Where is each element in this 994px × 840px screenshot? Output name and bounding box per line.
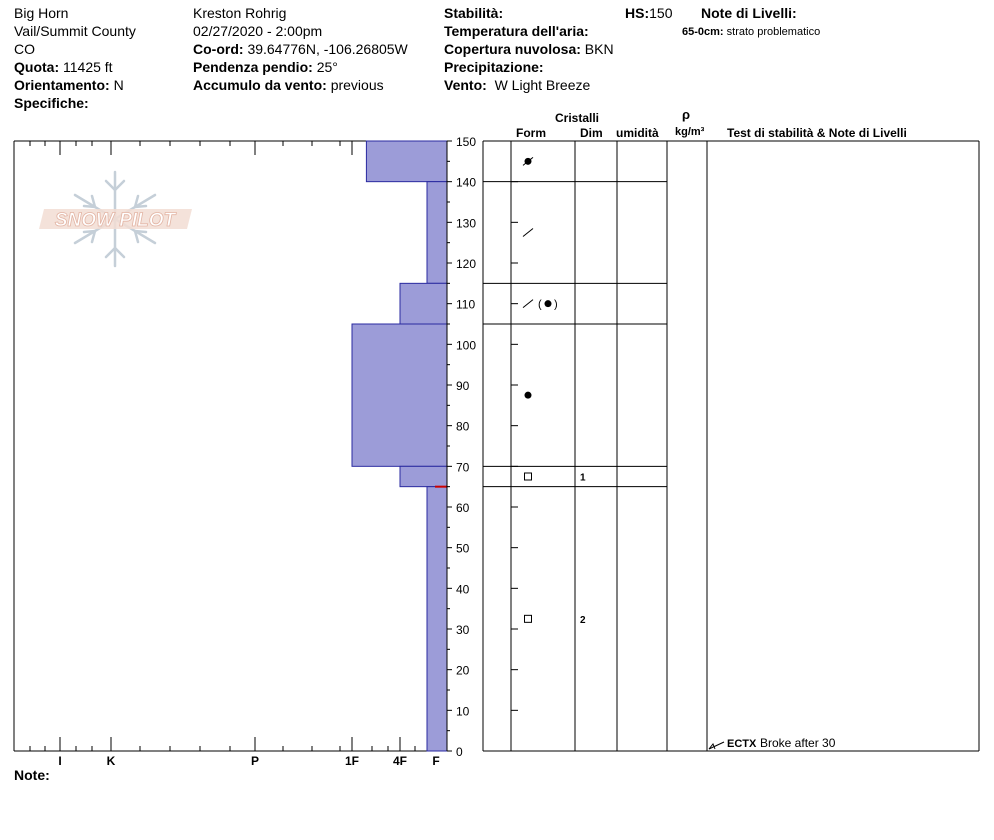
watermark-text: SNOW PILOT	[54, 210, 176, 231]
wind-loading-label: Accumulo da vento:	[193, 77, 327, 93]
precip-label: Precipitazione:	[444, 59, 544, 75]
cloud-label: Copertura nuvolosa:	[444, 41, 581, 57]
hs-value: 150	[649, 5, 673, 21]
rounds-symbol	[525, 392, 532, 399]
crystal-table	[483, 141, 979, 751]
snowpilot-watermark	[39, 172, 192, 266]
paren-close: )	[554, 298, 558, 311]
hardness-layer-bar	[400, 283, 447, 324]
depth-tick-label: 60	[456, 501, 470, 515]
layer-notes-label: Note di Livelli:	[701, 5, 797, 21]
wind-value: W Light Breeze	[494, 77, 591, 93]
depth-tick-label: 0	[456, 745, 463, 759]
hardness-tick-label: 4F	[392, 754, 408, 768]
aspect-label: Orientamento:	[14, 77, 110, 93]
layer-note-depth: 65-0cm:	[682, 26, 724, 38]
slope-label: Pendenza pendio:	[193, 59, 313, 75]
test-code: ECTX	[727, 738, 757, 750]
crystals-header: Cristalli	[555, 111, 600, 125]
depth-tick-label: 50	[456, 541, 470, 556]
hardness-tick-label: K	[106, 754, 116, 768]
decomposing-fragments-symbol	[523, 229, 533, 237]
coord-value: 39.64776N, -106.26805W	[247, 41, 408, 57]
depth-tick-label: 80	[456, 419, 470, 434]
wind-loading-value: previous	[330, 77, 384, 93]
depth-tick-label: 150	[456, 135, 477, 149]
hardness-tick-label: 1F	[344, 754, 360, 768]
elevation-label: Quota:	[14, 59, 60, 75]
stability-tests	[709, 736, 836, 750]
moisture-header: umidità	[616, 126, 659, 140]
depth-tick-label: 130	[456, 216, 477, 231]
stability-label: Stabilità:	[444, 5, 504, 21]
hs-label: HS:	[625, 5, 650, 21]
hardness-layer-bar	[366, 141, 447, 182]
slope-value: 25°	[316, 59, 338, 75]
depth-tick-label: 110	[456, 297, 476, 312]
elevation-value: 11425 ft	[63, 59, 113, 75]
depth-tick-label: 70	[456, 460, 470, 475]
form-header: Form	[516, 126, 546, 140]
faceted-symbol	[525, 473, 532, 480]
density-unit-header: kg/m³	[675, 126, 705, 138]
crystal-size-label: 1	[580, 472, 586, 484]
depth-tick-label: 40	[456, 582, 470, 597]
depth-tick-label: 20	[456, 663, 470, 678]
observer: Kreston Rohrig	[193, 5, 287, 21]
location-name: Big Horn	[14, 5, 69, 21]
location-range: Vail/Summit County	[14, 23, 136, 39]
depth-tick-label: 10	[456, 704, 470, 719]
decomposing-fragments-symbol	[523, 300, 533, 308]
rounds-symbol	[545, 300, 552, 307]
hardness-layer-bar	[352, 324, 447, 466]
stability-notes-header: Test di stabilità & Note di Livelli	[727, 126, 907, 140]
layer-bars	[352, 141, 447, 751]
hardness-tick-label: P	[250, 754, 260, 768]
wind-label: Vento:	[444, 77, 487, 93]
test-pointer-arrow	[709, 744, 715, 749]
air-temp-label: Temperatura dell'aria:	[444, 23, 589, 39]
rho-header: ρ	[682, 107, 691, 122]
depth-tick-label: 120	[456, 257, 477, 271]
hardness-layer-bar	[427, 487, 447, 751]
depth-tick-label: 140	[456, 175, 477, 190]
hardness-tick-label: F	[432, 754, 440, 768]
hardness-layer-bar	[427, 182, 447, 284]
test-result: Broke after 30	[760, 736, 836, 750]
size-header: Dim	[580, 126, 603, 140]
layer-note-text: strato problematico	[726, 26, 821, 38]
specifics-label: Specifiche:	[14, 95, 89, 111]
hardness-layer-bar	[400, 466, 447, 486]
location-state: CO	[14, 41, 35, 57]
depth-tick-label: 30	[456, 623, 470, 637]
faceted-symbol	[525, 615, 532, 622]
crystal-size-label: 2	[580, 614, 586, 626]
cloud-value: BKN	[584, 41, 614, 57]
datetime: 02/27/2020 - 2:00pm	[193, 23, 323, 39]
aspect-value: N	[113, 77, 124, 93]
hardness-tick-label: I	[58, 754, 62, 768]
depth-tick-label: 100	[456, 338, 477, 353]
notes-label: Note:	[14, 767, 50, 783]
depth-tick-label: 90	[456, 379, 470, 393]
paren-open: (	[538, 298, 542, 311]
coord-label: Co-ord:	[193, 41, 244, 57]
